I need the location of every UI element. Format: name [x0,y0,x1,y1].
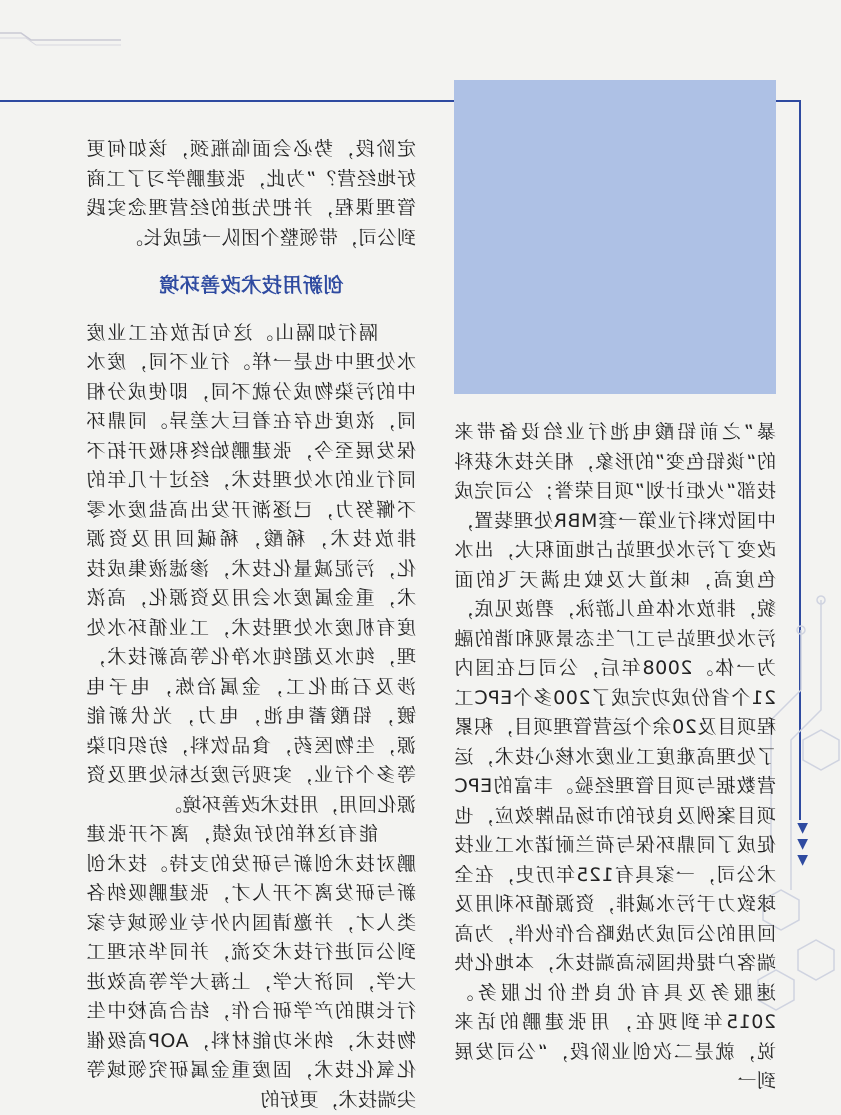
left-column [454,418,776,1097]
section-heading: 创新用技术改善环境 [158,273,344,297]
right-column [86,135,416,1115]
photo-placeholder [454,80,776,394]
left-column-paragraph: 暴”之前铅酸电池行业给设备带来的“谈铅色变”的形象，相关技术获科技部“火炬计划”项目荣誉；公司完成中国饮料行业第一套MBR处理装置，改变了污水处理站占地面积大，出水色度高，味道大及蚊虫满天飞的面貌，排放水体鱼儿游泳，碧波见底，污水处理站与工厂生态景观和谐的融为一体。2008年后，公司已在国内21个省份成功完成了200多个EPC工程项目及20余个运营管理项目，积累了处理高难度工业废水核心技术，运营数据与项目管理经验。丰富的EPC项目案例及良好的市场品牌效应，也促成了同鼎环保与荷兰耐诺水工业技术公司，一家具有125年历史，在全球致力于污水减排，资源循环利用及回用的公司成为战略合作伙伴，为高端客户提供国际高端技术，本地化快速服务及具有优良性价比服务。2015年到现在，用张建鹏的话来说，就是二次创业阶段，“公司发展到一 [454,421,776,1092]
intro-paragraph: 定阶段，势必会面临瓶颈，该如何更好地经营？”为此，张建鹏学习了工商管理课程，并把先进的经营理念实践到公司，带领整个团队一起成长。 [86,138,416,249]
section-paragraph: 能有这样的好成绩，离不开张建鹏对技术创新与研发的支持。技术创新与研发离不开人才，张建鹏吸纳各类人才，并邀请国内外专业领域专家到公司进行技术交流，并同华东理工大学，同济大学，上海大学等高效进行长期的产学研合作，结合高校中生物技术，纳米功能材料，AOP高级催化氧化技术，固废重金属研究领域等尖端技术，更好的 [86,823,416,1111]
section-paragraph: 隔行如隔山。这句话放在工业废水处理中也是一样。行业不同，废水中的污染物成分就不同，即使成分相同，浓度也存在着巨大差异。同鼎环保发展至今，张建鹏始终积极开拓不同行业的水处理技术，经过十几年的不懈努力，已逐渐开发出高盐废水零排放技术，稀酸，稀碱回用及资源化，污泥减量化技术，渗滤液集成技术，重金属废水会用及资源化，高浓度有机废水处理技术，工业循环水处理，纯水及超纯水净化等高新技术，涉及石油化工，金属冶炼，电子电镀，铅酸蓄电池，电力，光伏新能源，生物医药，食品饮料，纺织印染等多个行业，实现污废达标处理及资源化回用，用技术改善环境。 [86,321,416,816]
top-right-decoration [0,30,121,50]
down-arrows-icon: ▼ ▼ ▼ [797,820,808,868]
